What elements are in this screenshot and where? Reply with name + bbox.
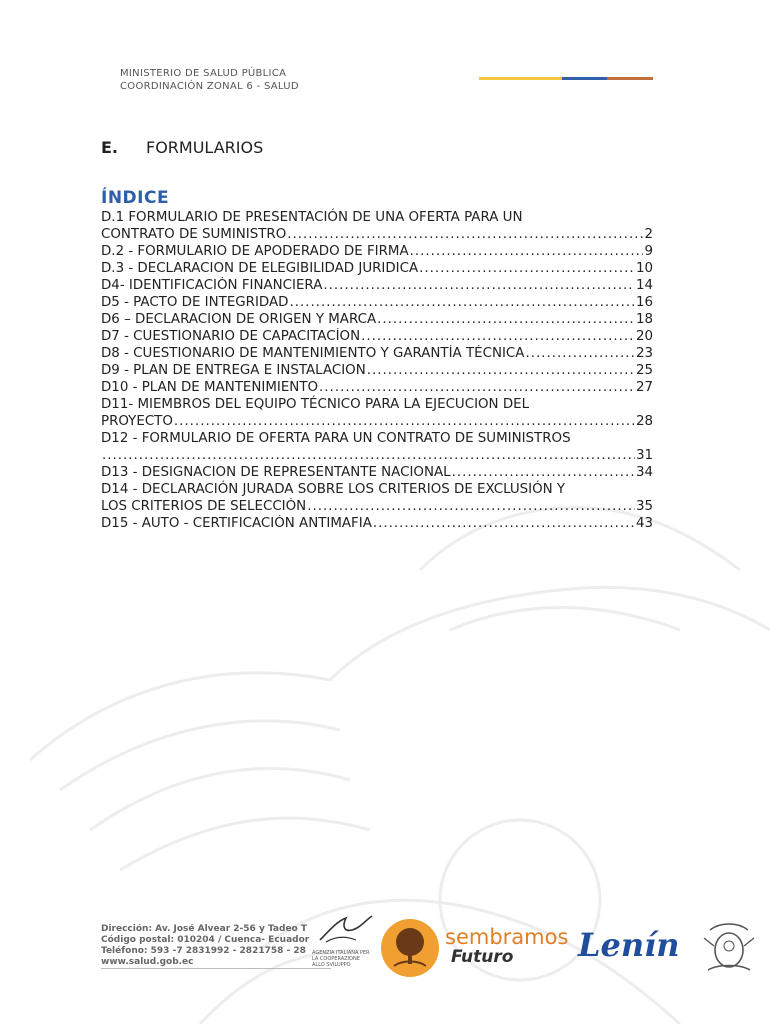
brand-lenin: Lenín (578, 926, 680, 964)
footer-phone: Teléfono: 593 -7 2831992 - 2821758 - 28 (101, 946, 306, 956)
toc-entry-text: D8 - CUESTIONARIO DE MANTENIMIENTO Y GARANTÍA TÉCNICA (101, 346, 525, 361)
toc-entry-line1: D14 - DECLARACIÓN JURADA SOBRE LOS CRITERIOS DE EXCLUSIÓN Y (101, 482, 566, 497)
cooperation-logo (312, 912, 376, 972)
tree-logo-icon (380, 918, 440, 978)
footer-address: Dirección: Av. José Alvear 2-56 y Tadeo T (101, 924, 308, 934)
toc-entry-text: LOS CRITERIOS DE SELECCIÓN (101, 499, 307, 514)
header-bar-blue (562, 77, 607, 80)
section-letter: E. (101, 138, 119, 157)
toc-entry-page: 9 (644, 244, 653, 259)
dove-logo-icon (312, 912, 376, 946)
toc-entry-page: 16 (635, 295, 653, 310)
footer-contact (101, 924, 311, 968)
section-title: FORMULARIOS (146, 138, 264, 157)
toc-entry[interactable] (101, 226, 653, 243)
header-bar-brown (607, 77, 653, 80)
toc-entry-page: 18 (635, 312, 653, 327)
sembramos-futuro-logo (445, 925, 569, 967)
toc-entry-page: 10 (635, 261, 653, 276)
toc-entry[interactable] (101, 311, 653, 328)
toc-entry-page: 28 (635, 414, 653, 429)
toc-entry-page: 43 (635, 516, 653, 531)
toc-entry-text: D9 - PLAN DE ENTREGA E INSTALACION (101, 363, 366, 378)
header-bar-yellow (479, 77, 562, 80)
footer-web[interactable]: www.salud.gob.ec (101, 957, 194, 967)
toc-entry-page: 35 (635, 499, 653, 514)
toc-entry-text: D10 - PLAN DE MANTENIMIENTO (101, 380, 319, 395)
toc-entry[interactable] (101, 294, 653, 311)
toc-entry[interactable] (101, 515, 653, 532)
toc-entry[interactable] (101, 362, 653, 379)
toc-entry-page: 2 (644, 227, 653, 242)
toc-entry-text: D7 - CUESTIONARIO DE CAPACITACÍON (101, 329, 361, 344)
coat-of-arms-icon (700, 920, 758, 976)
toc-entry-line1: D12 - FORMULARIO DE OFERTA PARA UN CONTRATO DE SUMINISTROS (101, 431, 571, 446)
brand-sembramos: sembramos (445, 925, 569, 949)
toc-entry[interactable] (101, 413, 653, 430)
toc-entry-text: D4- IDENTIFICACIÓN FINANCIERA (101, 278, 323, 293)
table-of-contents (101, 209, 653, 532)
toc-entry[interactable] (101, 328, 653, 345)
toc-entry-page: 27 (635, 380, 653, 395)
toc-entry-text: D.3 - DECLARACION DE ELEGIBILIDAD JURIDICA (101, 261, 419, 276)
toc-entry-page: 23 (635, 346, 653, 361)
toc-entry[interactable] (101, 260, 653, 277)
toc-entry-page: 20 (635, 329, 653, 344)
footer-postal: Código postal: 010204 / Cuenca- Ecuador (101, 935, 310, 945)
toc-entry-text: CONTRATO DE SUMINISTRO (101, 227, 287, 242)
toc-entry-text: D.2 - FORMULARIO DE APODERADO DE FIRMA (101, 244, 409, 259)
toc-entry-page: 14 (635, 278, 653, 293)
toc-entry-text: PROYECTO (101, 414, 173, 429)
toc-entry-text: D5 - PACTO DE INTEGRIDAD (101, 295, 289, 310)
zone-name: COORDINACIÓN ZONAL 6 - SALUD (120, 81, 299, 92)
toc-entry-page: 25 (635, 363, 653, 378)
toc-entry[interactable] (101, 345, 653, 362)
toc-entry[interactable] (101, 277, 653, 294)
toc-entry-text: D13 - DESIGNACION DE REPRESENTANTE NACIONAL (101, 465, 451, 480)
toc-entry[interactable] (101, 379, 653, 396)
toc-entry-text: D6 – DECLARACION DE ORIGEN Y MARCA (101, 312, 377, 327)
toc-entry-page: 34 (635, 465, 653, 480)
brand-futuro: Futuro (451, 947, 514, 967)
toc-entry-line1: D.1 FORMULARIO DE PRESENTACIÓN DE UNA OFERTA PARA UN (101, 210, 523, 225)
footer-divider (101, 968, 331, 969)
index-title: ÍNDICE (101, 188, 170, 208)
toc-entry-line1: D11- MIEMBROS DEL EQUIPO TÉCNICO PARA LA EJECUCION DEL (101, 397, 530, 412)
toc-entry[interactable] (101, 464, 653, 481)
lenin-logo (578, 928, 688, 962)
section-heading (101, 138, 263, 157)
agency-name: AGENZIA ITALIANA PER LA COOPERAZIONE ALLO SVILUPPO (312, 950, 370, 968)
toc-entry-text: D15 - AUTO - CERTIFICACIÓN ANTIMAFIA (101, 516, 372, 531)
toc-entry[interactable] (101, 243, 653, 260)
toc-entry-page: 31 (635, 448, 653, 463)
toc-entry[interactable] (101, 498, 653, 515)
ministry-header (120, 67, 299, 93)
toc-entry[interactable] (101, 447, 653, 464)
ministry-name: MINISTERIO DE SALUD PÚBLICA (120, 68, 287, 79)
